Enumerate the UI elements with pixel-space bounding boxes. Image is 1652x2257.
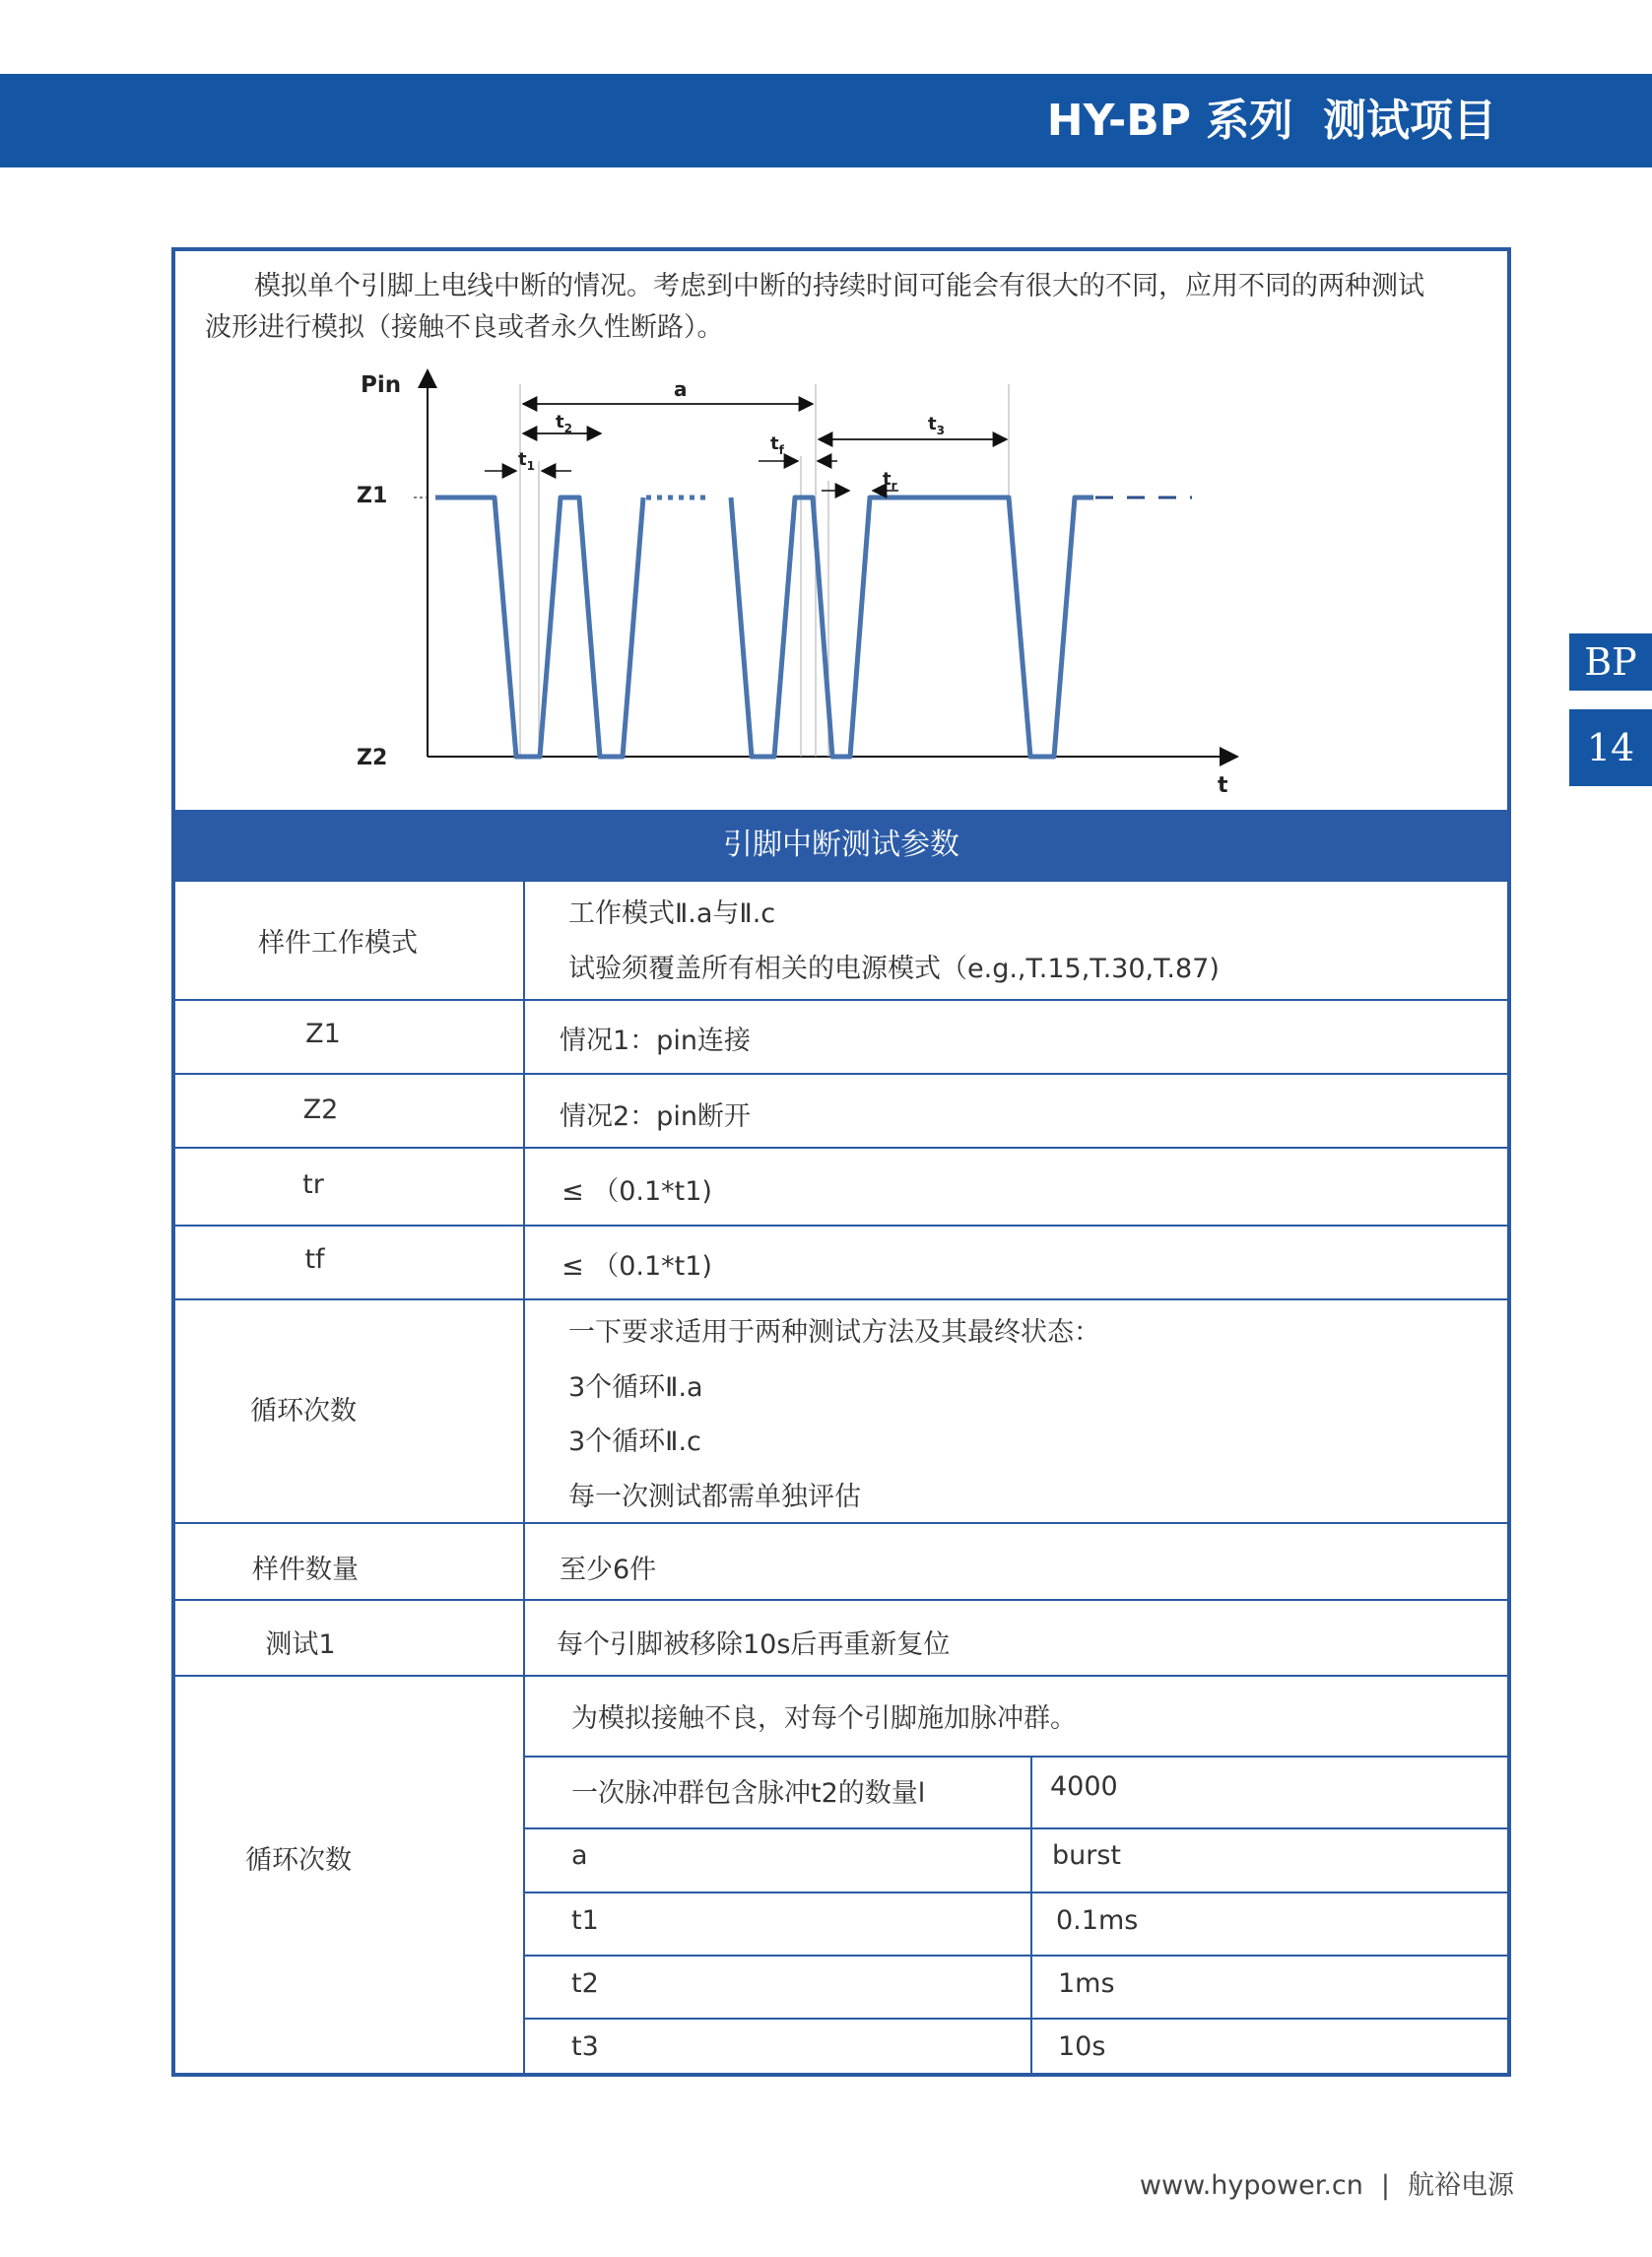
svg-text:t3	[928, 414, 945, 437]
sub-value: 10s	[1058, 2031, 1106, 2062]
row-divider	[175, 880, 1507, 882]
cycles-line-2: 3个循环Ⅱ.a	[568, 1372, 703, 1403]
dim-t2-label: t	[556, 412, 564, 432]
z1-value: 情况1：pin连接	[560, 1026, 751, 1056]
row-label-tr: tr	[302, 1169, 324, 1200]
subrow-divider	[524, 1756, 1507, 1758]
table-title: 引脚中断测试参数	[175, 810, 1507, 880]
dim-t1-label: t	[518, 449, 527, 470]
sub-key: 一次脉冲群包含脉冲t2的数量l	[571, 1778, 926, 1809]
dim-t2-sub: 2	[563, 422, 572, 435]
sub-value: burst	[1052, 1840, 1122, 1871]
row-label-cycles: 循环次数	[250, 1396, 357, 1427]
subrow-divider	[524, 1892, 1507, 1893]
svg-text:t1	[518, 449, 535, 473]
series-tab: BP	[1569, 633, 1652, 691]
subrow-divider	[524, 1955, 1507, 1957]
page-title: HY-BP 系列 测试项目	[1046, 96, 1496, 146]
subrow-divider	[524, 2018, 1507, 2020]
row-label-mode: 样件工作模式	[258, 928, 418, 959]
row-divider	[175, 1599, 1507, 1601]
row-divider	[175, 1675, 1507, 1677]
row-label-z2: Z2	[302, 1095, 339, 1125]
row-divider	[175, 1073, 1507, 1075]
dim-a-label: a	[674, 377, 688, 401]
subrow-divider	[524, 1827, 1507, 1829]
dim-t3-label: t	[928, 414, 937, 434]
x-axis-label: t	[1218, 773, 1228, 798]
cycles2-intro: 为模拟接触不良，对每个引脚施加脉冲群。	[571, 1703, 1077, 1734]
row-label-z1: Z1	[305, 1019, 341, 1049]
dim-t3-sub: 3	[936, 424, 945, 437]
cycles-line-1: 一下要求适用于两种测试方法及其最终状态：	[568, 1317, 1100, 1348]
row-label-test1: 测试1	[265, 1629, 336, 1660]
column-divider	[523, 880, 525, 2073]
mode-value-2: 试验须覆盖所有相关的电源模式（e.g.,T.15,T.30,T.87)	[568, 954, 1220, 984]
sub-value: 0.1ms	[1056, 1905, 1139, 1936]
dim-tf-label: t	[770, 433, 779, 454]
quantity-value: 至少6件	[560, 1555, 657, 1585]
dim-tr-sub: r	[891, 479, 897, 493]
waveform-line	[435, 498, 1093, 757]
footer	[1140, 2163, 1514, 2202]
z1-label: Z1	[357, 484, 388, 508]
footer-url[interactable]: www.hypower.cn	[1139, 2170, 1363, 2201]
subcolumn-divider	[1030, 1756, 1032, 2073]
z2-label: Z2	[357, 746, 388, 770]
dim-tf-sub: f	[778, 443, 784, 457]
sub-key: t1	[571, 1905, 599, 1936]
dim-t1-sub: 1	[526, 459, 535, 473]
svg-text:tr	[883, 469, 897, 493]
sub-value: 4000	[1050, 1771, 1118, 1802]
row-label-tf: tf	[304, 1244, 325, 1275]
sub-key: t2	[571, 1968, 599, 1999]
row-divider	[175, 1298, 1507, 1300]
svg-text:t2	[556, 412, 572, 435]
cycles-line-3: 3个循环Ⅱ.c	[568, 1427, 701, 1457]
row-label-quantity: 样件数量	[252, 1555, 359, 1585]
tf-value: ≤ （0.1*t1)	[562, 1251, 712, 1282]
row-divider	[175, 999, 1507, 1001]
page-number-tab: 14	[1569, 709, 1652, 786]
row-label-cycles-2: 循环次数	[245, 1845, 352, 1876]
svg-text:tf	[770, 433, 785, 457]
row-divider	[175, 1225, 1507, 1227]
tr-value: ≤ （0.1*t1)	[562, 1176, 712, 1207]
z2-value: 情况2：pin断开	[560, 1101, 751, 1132]
test1-value: 每个引脚被移除10s后再重新复位	[557, 1629, 951, 1660]
sub-key: t3	[571, 2031, 599, 2062]
footer-separator: |	[1380, 2170, 1390, 2201]
sub-value: 1ms	[1058, 1968, 1115, 1999]
cycles-line-4: 每一次测试都需单独评估	[568, 1482, 861, 1512]
intro-line-2: 波形进行模拟（接触不良或者永久性断路）。	[205, 312, 724, 343]
dim-tr-label: t	[883, 469, 892, 490]
mode-value-1: 工作模式Ⅱ.a与Ⅱ.c	[568, 898, 776, 929]
waveform-diagram	[345, 363, 1251, 806]
row-divider	[175, 1147, 1507, 1149]
row-divider	[175, 1522, 1507, 1524]
intro-line-1: 模拟单个引脚上电线中断的情况。考虑到中断的持续时间可能会有很大的不同，应用不同的两种测试	[254, 271, 1424, 301]
y-axis-label: Pin	[361, 372, 402, 398]
intro-text	[205, 266, 1486, 349]
sub-key: a	[571, 1840, 588, 1871]
footer-brand: 航裕电源	[1408, 2170, 1514, 2201]
